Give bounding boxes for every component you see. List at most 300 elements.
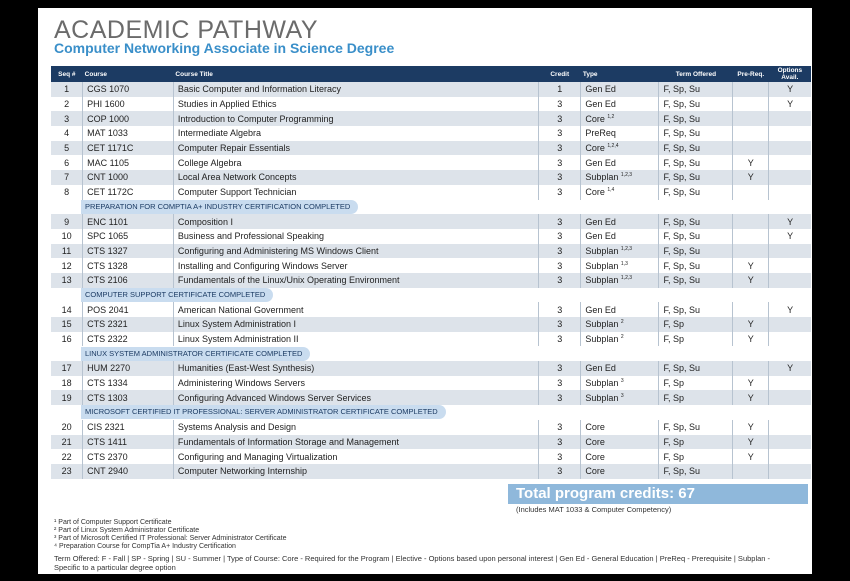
cell-term <box>659 126 733 141</box>
cell-seq-text: 7 <box>64 172 70 183</box>
cell-type-text: Core <box>585 187 605 198</box>
cell-seq <box>51 376 83 391</box>
cell-seq-text: 2 <box>64 99 70 110</box>
table-row <box>51 214 811 229</box>
cell-seq-text: 14 <box>61 304 72 315</box>
total-credits: Total program credits: 67 <box>508 484 808 504</box>
cell-title-text: Fundamentals of Information Storage and Management <box>177 436 400 447</box>
header-term: Term Offered <box>659 66 733 82</box>
table-row <box>51 361 811 376</box>
cell-course <box>83 126 174 141</box>
cell-course-text: CTS 2106 <box>87 275 128 286</box>
cell-prereq-text: Y <box>747 260 754 271</box>
cell-type <box>581 214 659 229</box>
cell-course-text: CGS 1070 <box>87 84 130 95</box>
cell-options <box>769 170 811 185</box>
cell-options-text: Y <box>787 363 794 374</box>
cell-course <box>83 449 174 464</box>
cell-course <box>83 155 174 170</box>
cell-type-text: Gen Ed <box>585 231 616 242</box>
cell-title-text: Linux System Administration II <box>177 334 299 345</box>
cell-seq-text: 20 <box>61 422 72 433</box>
cell-options <box>769 390 811 405</box>
cell-options <box>769 317 811 332</box>
cell-credit-text: 3 <box>557 451 563 462</box>
cell-course <box>83 317 174 332</box>
cell-credit <box>539 141 581 156</box>
cell-term <box>659 170 733 185</box>
cell-type-text: Core <box>585 451 605 462</box>
cell-prereq-text: Y <box>747 436 754 447</box>
cell-title <box>173 82 538 97</box>
cell-credit <box>539 82 581 97</box>
table-row <box>51 82 811 97</box>
cell-title-text: Installing and Configuring Windows Server <box>177 260 348 271</box>
cell-title-text: Computer Support Technician <box>177 187 297 198</box>
cell-credit-text: 3 <box>557 245 563 256</box>
cell-options-text: Y <box>787 216 794 227</box>
cell-seq-text: 9 <box>64 216 70 227</box>
footnote-3: ³ Part of Microsoft Certified IT Professional: Server Administrator Certificate <box>54 535 287 542</box>
cell-options <box>769 244 811 259</box>
cell-term-text: F, Sp, Su <box>663 245 700 256</box>
cell-title <box>173 155 538 170</box>
cell-course-text: CET 1171C <box>87 143 134 154</box>
milestone-row <box>51 405 811 420</box>
header-prereq: Pre-Req. <box>733 66 769 82</box>
cell-credit <box>539 449 581 464</box>
cell-term-text: F, Sp, Su <box>663 275 700 286</box>
cell-term-text: F, Sp, Su <box>663 187 700 198</box>
milestone-cell <box>51 288 811 303</box>
page-subtitle: Computer Networking Associate in Science Degree <box>54 40 395 56</box>
cell-title-text: Configuring and Administering MS Windows Client <box>177 245 379 256</box>
cell-type-text: Core <box>585 466 605 477</box>
cell-type <box>581 435 659 450</box>
cell-prereq <box>733 435 769 450</box>
cell-term <box>659 141 733 156</box>
cell-term-text: F, Sp <box>663 451 684 462</box>
cell-term-text: F, Sp, Su <box>663 99 700 110</box>
footnote-ref: 1,2,3 <box>620 275 633 282</box>
cell-seq-text: 11 <box>61 245 72 256</box>
cell-seq <box>51 332 83 347</box>
cell-seq <box>51 420 83 435</box>
cell-options-text: Y <box>787 304 794 315</box>
cell-options <box>769 376 811 391</box>
page-title: ACADEMIC PATHWAY <box>54 16 319 44</box>
cell-prereq <box>733 155 769 170</box>
cell-title <box>173 185 538 200</box>
cell-credit-text: 3 <box>557 392 563 403</box>
cell-options <box>769 111 811 126</box>
cell-type-text: Subplan <box>585 392 619 403</box>
cell-type <box>581 126 659 141</box>
cell-course-text: PHI 1600 <box>87 99 125 110</box>
cell-options <box>769 449 811 464</box>
cell-prereq <box>733 376 769 391</box>
cell-course <box>83 229 174 244</box>
cell-title-text: Humanities (East-West Synthesis) <box>177 363 315 374</box>
cell-options <box>769 258 811 273</box>
cell-credit <box>539 361 581 376</box>
cell-course-text: HUM 2270 <box>87 363 131 374</box>
cell-type <box>581 420 659 435</box>
cell-type-text: Core <box>585 143 605 154</box>
cell-term <box>659 361 733 376</box>
cell-credit-text: 3 <box>557 231 563 242</box>
milestone-row <box>51 200 811 215</box>
cell-type-text: Core <box>585 436 605 447</box>
cell-seq-text: 19 <box>61 392 72 403</box>
header-type: Type <box>581 66 659 82</box>
cell-course <box>83 97 174 112</box>
cell-type <box>581 185 659 200</box>
cell-seq-text: 4 <box>64 128 70 139</box>
milestone-row <box>51 346 811 361</box>
cell-prereq <box>733 229 769 244</box>
cell-title <box>173 361 538 376</box>
cell-title <box>173 464 538 479</box>
cell-term-text: F, Sp, Su <box>663 143 700 154</box>
table-row <box>51 376 811 391</box>
cell-course <box>83 464 174 479</box>
cell-options <box>769 185 811 200</box>
cell-type <box>581 376 659 391</box>
cell-type-text: Gen Ed <box>585 84 616 95</box>
cell-seq-text: 8 <box>64 187 70 198</box>
cell-credit <box>539 332 581 347</box>
cell-credit <box>539 170 581 185</box>
cell-title-text: Fundamentals of the Linux/Unix Operating Environment <box>177 275 400 286</box>
cell-course-text: CTS 1411 <box>87 436 128 447</box>
cell-seq-text: 17 <box>61 363 72 374</box>
cell-type-text: Subplan <box>585 260 619 271</box>
cell-options <box>769 141 811 156</box>
cell-course <box>83 258 174 273</box>
cell-seq-text: 3 <box>64 113 70 124</box>
table-row <box>51 126 811 141</box>
cell-credit <box>539 376 581 391</box>
cell-prereq <box>733 464 769 479</box>
cell-seq-text: 22 <box>61 451 72 462</box>
cell-credit-text: 3 <box>557 172 563 183</box>
cell-course-text: ENC 1101 <box>87 216 129 227</box>
table-row <box>51 390 811 405</box>
total-credits-note: (Includes MAT 1033 & Computer Competency) <box>516 505 672 514</box>
cell-term <box>659 185 733 200</box>
cell-credit-text: 3 <box>557 187 563 198</box>
cell-credit-text: 3 <box>557 436 563 447</box>
cell-type-text: Core <box>585 422 605 433</box>
cell-options <box>769 229 811 244</box>
cell-type <box>581 332 659 347</box>
cell-credit <box>539 435 581 450</box>
cell-title <box>173 141 538 156</box>
cell-options <box>769 435 811 450</box>
cell-term <box>659 390 733 405</box>
cell-title-text: Studies in Applied Ethics <box>177 99 277 110</box>
milestone-cell <box>51 405 811 420</box>
cell-prereq-text: Y <box>747 392 754 403</box>
footnote-ref: 1,2,4 <box>607 143 619 150</box>
cell-title-text: Computer Networking Internship <box>177 466 307 477</box>
cell-type-text: Gen Ed <box>585 363 616 374</box>
cell-seq-text: 10 <box>61 231 72 242</box>
cell-title <box>173 332 538 347</box>
cell-options <box>769 273 811 288</box>
cell-options <box>769 126 811 141</box>
cell-seq <box>51 361 83 376</box>
cell-term-text: F, Sp, Su <box>663 84 700 95</box>
table-row <box>51 435 811 450</box>
cell-term-text: F, Sp, Su <box>663 216 700 227</box>
cell-credit <box>539 214 581 229</box>
cell-type <box>581 390 659 405</box>
cell-seq <box>51 126 83 141</box>
footnote-ref: 1,2,3 <box>620 172 633 179</box>
footnote-ref: 1,2 <box>607 113 615 120</box>
cell-term-text: F, Sp, Su <box>663 466 700 477</box>
cell-credit <box>539 244 581 259</box>
milestone-cell <box>51 200 811 215</box>
cell-course-text: CTS 1328 <box>87 260 128 271</box>
table-row <box>51 97 811 112</box>
cell-course-text: CTS 1334 <box>87 378 128 389</box>
cell-seq-text: 6 <box>64 157 70 168</box>
legend-text: Term Offered: F - Fall | SP - Spring | SU - Summer | Type of Course: Core - Required for the Program | Elective - Options based upon personal interest | Gen Ed - General Education | PreReq - Prerequisite | Subplan - Specific to a particular degree option <box>54 554 771 572</box>
cell-seq-text: 16 <box>61 334 72 345</box>
cell-credit-text: 3 <box>557 157 563 168</box>
cell-title-text: College Algebra <box>177 157 242 168</box>
cell-type <box>581 111 659 126</box>
cell-seq <box>51 214 83 229</box>
milestone-label: LINUX SYSTEM ADMINISTRATOR CERTIFICATE COMPLETED <box>81 347 310 361</box>
cell-type-text: Gen Ed <box>585 304 616 315</box>
cell-course-text: CNT 2940 <box>87 466 129 477</box>
cell-seq <box>51 155 83 170</box>
cell-seq <box>51 449 83 464</box>
footnote-ref: 2 <box>620 334 624 341</box>
milestone-row <box>51 288 811 303</box>
cell-term <box>659 332 733 347</box>
cell-title <box>173 420 538 435</box>
cell-seq <box>51 244 83 259</box>
cell-course-text: CIS 2321 <box>87 422 125 433</box>
cell-course <box>83 420 174 435</box>
cell-course <box>83 390 174 405</box>
cell-term-text: F, Sp, Su <box>663 422 700 433</box>
cell-options <box>769 332 811 347</box>
cell-title <box>173 317 538 332</box>
cell-seq <box>51 229 83 244</box>
cell-credit-text: 3 <box>557 378 563 389</box>
cell-prereq <box>733 170 769 185</box>
course-table-body <box>51 82 811 479</box>
cell-term <box>659 229 733 244</box>
milestone-label: MICROSOFT CERTIFIED IT PROFESSIONAL: SERVER ADMINISTRATOR CERTIFICATE COMPLETED <box>81 405 446 419</box>
cell-options <box>769 464 811 479</box>
cell-title <box>173 126 538 141</box>
cell-prereq <box>733 214 769 229</box>
cell-prereq <box>733 449 769 464</box>
cell-title <box>173 449 538 464</box>
cell-title-text: Intermediate Algebra <box>177 128 261 139</box>
cell-term-text: F, Sp, Su <box>663 260 700 271</box>
header-title: Course Title <box>173 66 538 82</box>
cell-prereq-text: Y <box>747 172 754 183</box>
cell-prereq-text: Y <box>747 451 754 462</box>
cell-course-text: CTS 2370 <box>87 451 128 462</box>
cell-credit-text: 3 <box>557 99 563 110</box>
cell-prereq <box>733 332 769 347</box>
cell-seq <box>51 185 83 200</box>
cell-options <box>769 97 811 112</box>
cell-title-text: Configuring Advanced Windows Server Services <box>177 392 372 403</box>
cell-term <box>659 317 733 332</box>
cell-title <box>173 229 538 244</box>
cell-credit-text: 3 <box>557 319 563 330</box>
table-row <box>51 141 811 156</box>
cell-course-text: CTS 1327 <box>87 245 128 256</box>
cell-credit-text: 3 <box>557 422 563 433</box>
cell-seq <box>51 390 83 405</box>
cell-credit-text: 3 <box>557 128 563 139</box>
footnote-ref: 2 <box>620 319 624 326</box>
cell-course <box>83 273 174 288</box>
table-row <box>51 244 811 259</box>
cell-course-text: CTS 1303 <box>87 392 128 403</box>
table-row <box>51 302 811 317</box>
cell-seq-text: 23 <box>61 466 72 477</box>
table-row <box>51 332 811 347</box>
cell-title <box>173 258 538 273</box>
footnote-ref: 1,2,3 <box>620 245 633 252</box>
footnote-4: ⁴ Preparation Course for CompTia A+ Industry Certification <box>54 543 236 550</box>
table-row <box>51 155 811 170</box>
academic-pathway-page <box>38 8 812 574</box>
cell-term-text: F, Sp, Su <box>663 172 700 183</box>
cell-seq <box>51 82 83 97</box>
cell-seq <box>51 317 83 332</box>
cell-type <box>581 273 659 288</box>
header-course: Course <box>83 66 174 82</box>
cell-seq-text: 1 <box>64 84 70 95</box>
cell-term-text: F, Sp, Su <box>663 304 700 315</box>
cell-credit-text: 3 <box>557 216 563 227</box>
cell-term <box>659 420 733 435</box>
cell-credit <box>539 229 581 244</box>
cell-term-text: F, Sp, Su <box>663 157 700 168</box>
cell-title <box>173 273 538 288</box>
table-row <box>51 229 811 244</box>
cell-course-text: CTS 2322 <box>87 334 128 345</box>
cell-course <box>83 332 174 347</box>
cell-title-text: Local Area Network Concepts <box>177 172 297 183</box>
cell-credit <box>539 273 581 288</box>
course-table <box>51 66 811 479</box>
table-row <box>51 273 811 288</box>
cell-seq-text: 13 <box>61 275 72 286</box>
cell-term <box>659 273 733 288</box>
cell-credit <box>539 258 581 273</box>
cell-term <box>659 155 733 170</box>
cell-credit-text: 3 <box>557 260 563 271</box>
cell-type <box>581 464 659 479</box>
cell-credit <box>539 97 581 112</box>
cell-term <box>659 302 733 317</box>
cell-seq <box>51 111 83 126</box>
cell-seq <box>51 258 83 273</box>
cell-type-text: Subplan <box>585 245 619 256</box>
cell-seq-text: 15 <box>61 319 72 330</box>
cell-prereq <box>733 273 769 288</box>
cell-seq <box>51 273 83 288</box>
cell-type <box>581 82 659 97</box>
cell-title-text: Composition I <box>177 216 233 227</box>
cell-prereq <box>733 111 769 126</box>
cell-prereq <box>733 390 769 405</box>
cell-prereq-text: Y <box>747 157 754 168</box>
cell-credit <box>539 111 581 126</box>
cell-course-text: CTS 2321 <box>87 319 128 330</box>
cell-type <box>581 302 659 317</box>
cell-prereq <box>733 361 769 376</box>
cell-title <box>173 376 538 391</box>
table-row <box>51 185 811 200</box>
cell-course <box>83 111 174 126</box>
cell-term-text: F, Sp <box>663 392 684 403</box>
cell-seq-text: 21 <box>61 436 72 447</box>
cell-title <box>173 390 538 405</box>
table-row <box>51 420 811 435</box>
cell-options-text: Y <box>787 231 794 242</box>
cell-options-text: Y <box>787 99 794 110</box>
cell-options <box>769 420 811 435</box>
table-row <box>51 170 811 185</box>
table-row <box>51 449 811 464</box>
cell-credit-text: 3 <box>557 275 563 286</box>
cell-type-text: Subplan <box>585 378 619 389</box>
cell-credit-text: 3 <box>557 304 563 315</box>
table-row <box>51 258 811 273</box>
cell-title <box>173 214 538 229</box>
cell-type <box>581 317 659 332</box>
cell-seq-text: 5 <box>64 143 70 154</box>
cell-options <box>769 302 811 317</box>
cell-course-text: SPC 1065 <box>87 231 129 242</box>
cell-course <box>83 141 174 156</box>
cell-prereq <box>733 82 769 97</box>
cell-title-text: Introduction to Computer Programming <box>177 113 334 124</box>
footnote-ref: 3 <box>620 378 624 385</box>
cell-term-text: F, Sp <box>663 378 684 389</box>
cell-type <box>581 97 659 112</box>
cell-credit <box>539 126 581 141</box>
cell-course-text: COP 1000 <box>87 113 130 124</box>
milestone-label: COMPUTER SUPPORT CERTIFICATE COMPLETED <box>81 288 273 302</box>
cell-type-text: Gen Ed <box>585 216 616 227</box>
cell-course <box>83 302 174 317</box>
header-options: Options Avail. <box>769 66 811 82</box>
cell-prereq <box>733 420 769 435</box>
cell-type <box>581 141 659 156</box>
cell-type <box>581 170 659 185</box>
cell-course <box>83 214 174 229</box>
cell-course-text: MAT 1033 <box>87 128 128 139</box>
cell-credit-text: 1 <box>557 84 563 95</box>
cell-seq <box>51 170 83 185</box>
